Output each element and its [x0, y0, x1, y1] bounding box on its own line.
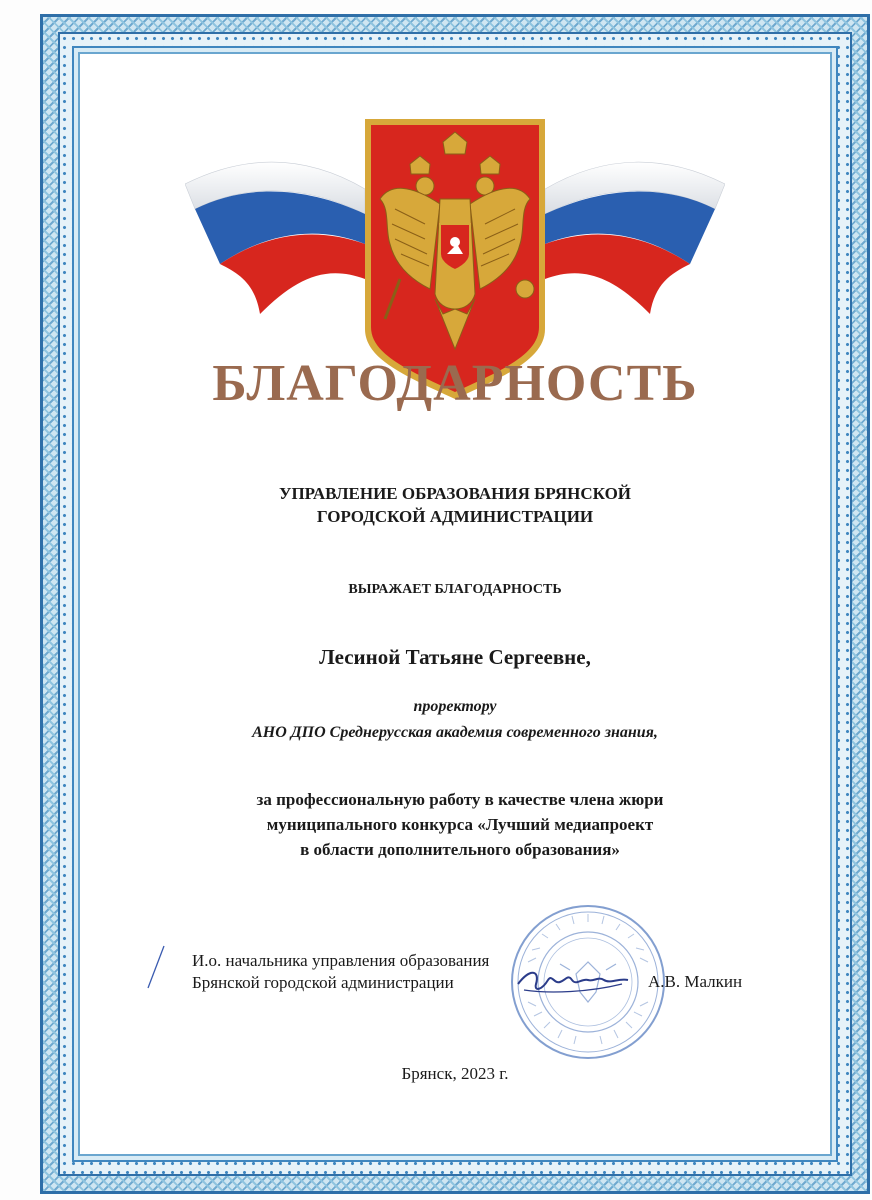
recipient-name: Лесиной Татьяне Сергеевне, [319, 645, 591, 669]
city-and-date: Брянск, 2023 г. [401, 1064, 509, 1083]
moscow-shield [440, 224, 470, 270]
organization-line-1: УПРАВЛЕНИЕ ОБРАЗОВАНИЯ БРЯНСКОЙ [278, 484, 632, 503]
position-line-1: проректору [413, 698, 497, 715]
expresses-gratitude: ВЫРАЖАЕТ БЛАГОДАРНОСТЬ [348, 582, 562, 597]
pen-mark-icon [142, 942, 172, 992]
signer-name: А.В. Малкин [648, 972, 743, 991]
organization-line-2: ГОРОДСКОЙ АДМИНИСТРАЦИИ [316, 507, 594, 526]
flag-ribbon-right [545, 162, 725, 314]
signer-title-line-2: Брянской городской администрации [192, 973, 454, 992]
position-line-2: АНО ДПО Среднерусская академия современного знания, [252, 724, 658, 741]
recipient-position [80, 694, 830, 746]
issuing-organization [80, 482, 830, 528]
signer-title [192, 950, 552, 994]
certificate-title: БЛАГОДАРНОСТЬ [212, 355, 698, 412]
reason-line-3: в области дополнительного образования» [300, 840, 620, 859]
signer-title-line-1: И.о. начальника управления образования [192, 951, 490, 970]
reason-line-1: за профессиональную работу в качестве члена жюри [256, 790, 664, 809]
award-reason [80, 787, 840, 862]
certificate-content [80, 54, 830, 1154]
reason-line-2: муниципального конкурса «Лучший медиапроект [266, 815, 654, 834]
